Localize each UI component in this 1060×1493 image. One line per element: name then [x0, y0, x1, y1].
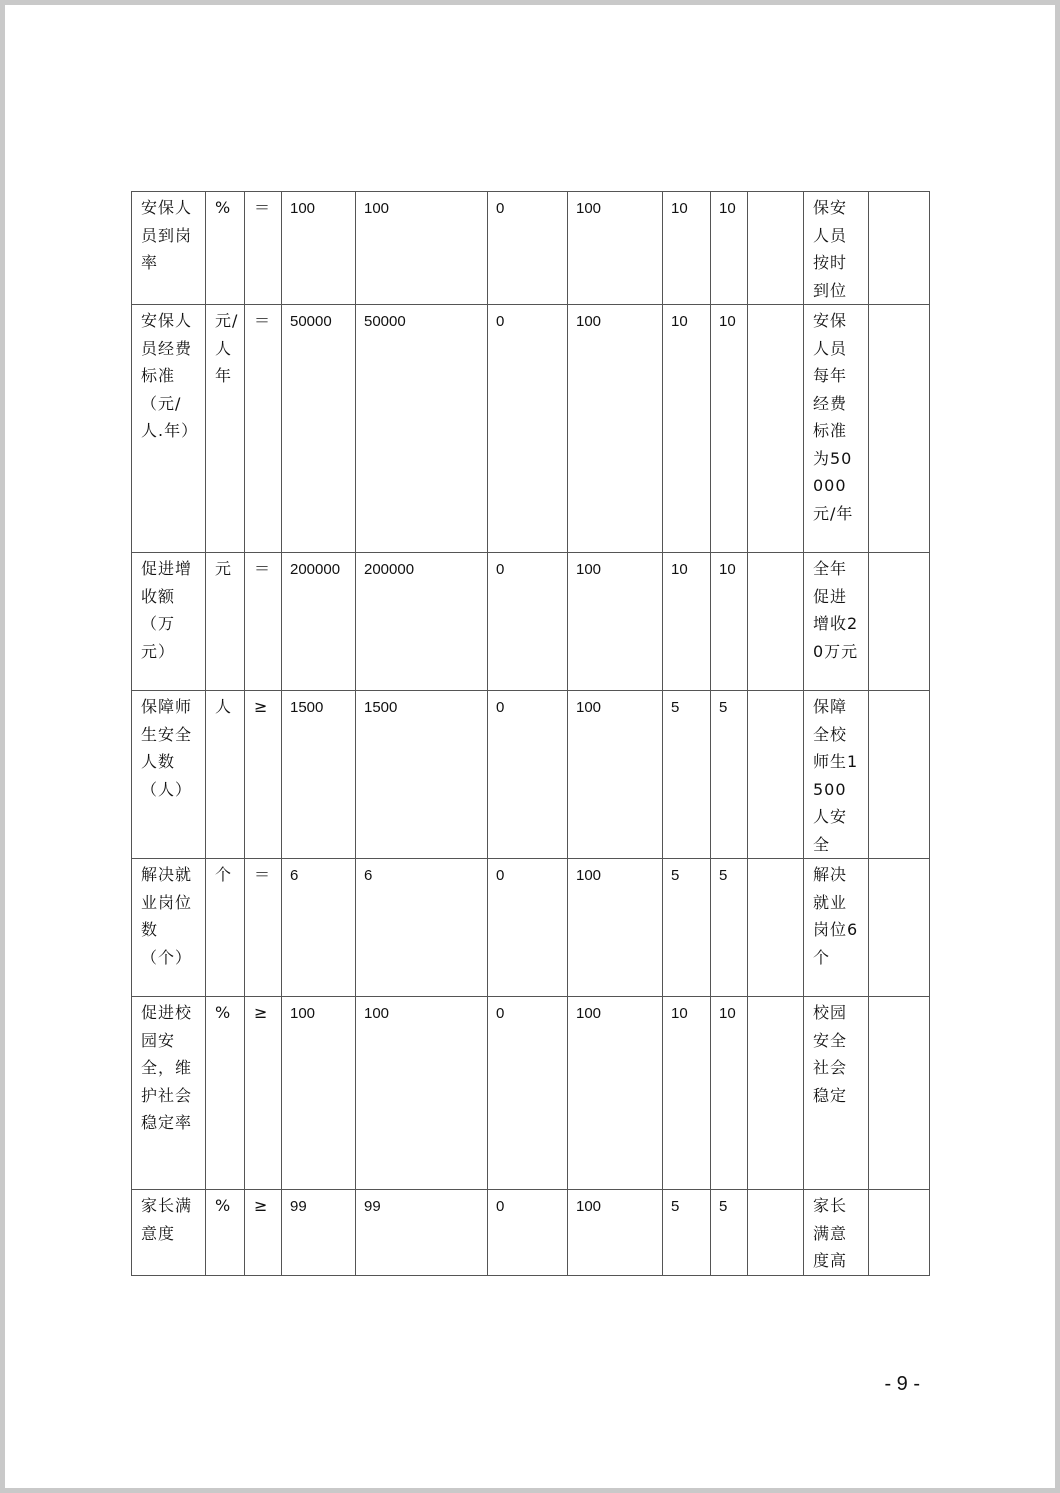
operator-cell: ＝ — [245, 305, 282, 553]
value-cell: 0 — [488, 192, 568, 305]
value-cell: 0 — [488, 859, 568, 997]
actual-value-cell: 6 — [356, 859, 488, 997]
empty-cell — [869, 859, 930, 997]
description-cell: 解决就业岗位6个 — [804, 859, 869, 997]
operator-cell: ＝ — [245, 192, 282, 305]
operator-cell: ≥ — [245, 997, 282, 1190]
unit-cell: 个 — [206, 859, 245, 997]
actual-value-cell: 1500 — [356, 691, 488, 859]
table-row — [132, 553, 930, 691]
empty-cell — [869, 305, 930, 553]
description-cell: 全年促进增收20万元 — [804, 553, 869, 691]
table-row — [132, 997, 930, 1190]
description-cell: 安保人员每年经费标准为50000元/年 — [804, 305, 869, 553]
weight-cell: 10 — [663, 997, 711, 1190]
empty-cell — [748, 997, 804, 1190]
empty-cell — [748, 859, 804, 997]
indicator-cell: 保障师生安全人数（人） — [132, 691, 206, 859]
unit-cell: % — [206, 192, 245, 305]
score-cell: 10 — [711, 305, 748, 553]
description-cell: 校园安全社会稳定 — [804, 997, 869, 1190]
empty-cell — [748, 553, 804, 691]
description-cell: 保障全校师生1500人安全 — [804, 691, 869, 859]
table-row — [132, 859, 930, 997]
indicator-cell: 促进增收额（万元） — [132, 553, 206, 691]
description-cell: 家长满意度高 — [804, 1190, 869, 1276]
weight-cell: 5 — [663, 1190, 711, 1276]
weight-cell: 10 — [663, 305, 711, 553]
actual-value-cell: 100 — [356, 997, 488, 1190]
empty-cell — [748, 192, 804, 305]
target-value-cell: 99 — [282, 1190, 356, 1276]
target-value-cell: 50000 — [282, 305, 356, 553]
actual-value-cell: 50000 — [356, 305, 488, 553]
actual-value-cell: 99 — [356, 1190, 488, 1276]
target-value-cell: 100 — [282, 192, 356, 305]
score-cell: 10 — [711, 553, 748, 691]
actual-value-cell: 100 — [356, 192, 488, 305]
operator-cell: ≥ — [245, 691, 282, 859]
target-value-cell: 100 — [282, 997, 356, 1190]
performance-indicator-table — [131, 191, 930, 1276]
empty-cell — [869, 192, 930, 305]
empty-cell — [869, 997, 930, 1190]
target-value-cell: 6 — [282, 859, 356, 997]
score-cell: 5 — [711, 691, 748, 859]
empty-cell — [869, 553, 930, 691]
indicator-cell: 安保人员经费标准（元/人.年） — [132, 305, 206, 553]
unit-cell: 元 — [206, 553, 245, 691]
value-cell: 100 — [568, 192, 663, 305]
value-cell: 100 — [568, 691, 663, 859]
page-number: - 9 - — [884, 1373, 920, 1395]
value-cell: 100 — [568, 1190, 663, 1276]
empty-cell — [869, 691, 930, 859]
target-value-cell: 1500 — [282, 691, 356, 859]
value-cell: 100 — [568, 553, 663, 691]
indicator-cell: 促进校园安全，维护社会稳定率 — [132, 997, 206, 1190]
weight-cell: 10 — [663, 192, 711, 305]
value-cell: 100 — [568, 997, 663, 1190]
indicator-cell: 家长满意度 — [132, 1190, 206, 1276]
empty-cell — [748, 1190, 804, 1276]
value-cell: 0 — [488, 553, 568, 691]
weight-cell: 5 — [663, 859, 711, 997]
operator-cell: ＝ — [245, 859, 282, 997]
target-value-cell: 200000 — [282, 553, 356, 691]
unit-cell: 人 — [206, 691, 245, 859]
weight-cell: 10 — [663, 553, 711, 691]
empty-cell — [748, 691, 804, 859]
table-row — [132, 691, 930, 859]
indicator-cell: 安保人员到岗率 — [132, 192, 206, 305]
operator-cell: ≥ — [245, 1190, 282, 1276]
document-page — [5, 5, 1055, 1488]
value-cell: 0 — [488, 1190, 568, 1276]
unit-cell: % — [206, 1190, 245, 1276]
operator-cell: ＝ — [245, 553, 282, 691]
value-cell: 100 — [568, 859, 663, 997]
table-row — [132, 305, 930, 553]
value-cell: 100 — [568, 305, 663, 553]
actual-value-cell: 200000 — [356, 553, 488, 691]
unit-cell: 元/人年 — [206, 305, 245, 553]
value-cell: 0 — [488, 691, 568, 859]
score-cell: 5 — [711, 1190, 748, 1276]
description-cell: 保安人员按时到位 — [804, 192, 869, 305]
score-cell: 10 — [711, 192, 748, 305]
weight-cell: 5 — [663, 691, 711, 859]
empty-cell — [869, 1190, 930, 1276]
score-cell: 10 — [711, 997, 748, 1190]
value-cell: 0 — [488, 997, 568, 1190]
table-row — [132, 192, 930, 305]
unit-cell: % — [206, 997, 245, 1190]
indicator-cell: 解决就业岗位数（个） — [132, 859, 206, 997]
table-row — [132, 1190, 930, 1276]
empty-cell — [748, 305, 804, 553]
score-cell: 5 — [711, 859, 748, 997]
value-cell: 0 — [488, 305, 568, 553]
